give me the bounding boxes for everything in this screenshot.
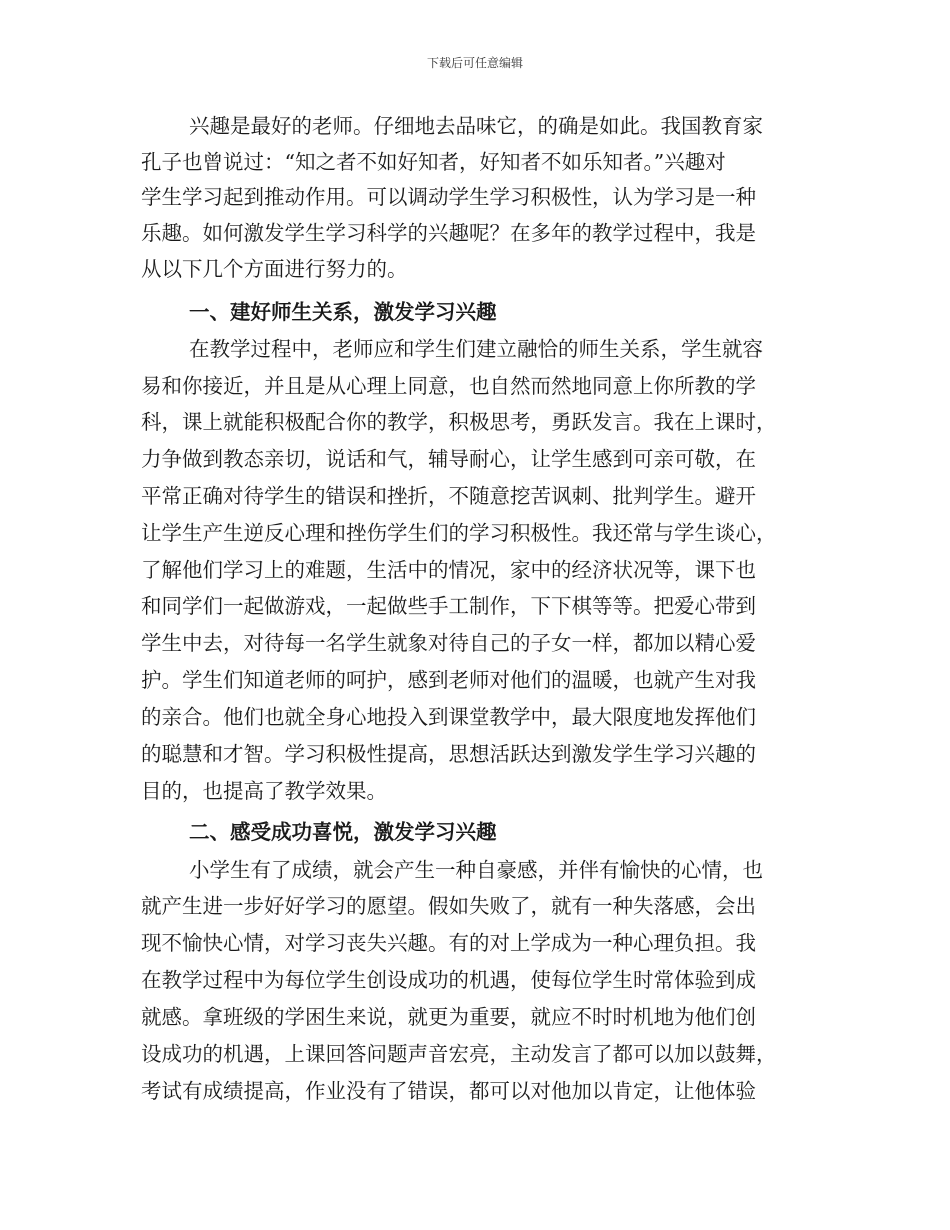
text-line: 在教学过程中，老师应和学生们建立融恰的师生关系，学生就容 [189, 337, 763, 361]
text-line: 的亲合。他们也就全身心地投入到课堂教学中，最大限度地发挥他们 [141, 705, 756, 729]
text-line: 护。学生们知道老师的呵护，感到老师对他们的温暖，也就产生对我 [141, 668, 756, 692]
text-line: 平常正确对待学生的错误和挫折，不随意挖苦讽刺、批判学生。避开 [141, 484, 756, 508]
text-line: 兴趣是最好的老师。仔细地去品味它，的确是如此。我国教育家 [189, 114, 763, 138]
text-line: 考试有成绩提高，作业没有了错误，都可以对他加以肯定，让他体验 [141, 1079, 756, 1103]
text-line: 设成功的机遇，上课回答问题声音宏亮，主动发言了都可以加以鼓舞， [141, 1042, 777, 1066]
section-heading: 一、建好师生关系，激发学习兴趣 [189, 300, 497, 324]
text-line: 孔子也曾说过：“知之者不如好知者，好知者不如乐知者。”兴趣对 [141, 150, 726, 174]
text-line: 了解他们学习上的难题，生活中的情况，家中的经济状况等，课下也 [141, 558, 756, 582]
text-line: 从以下几个方面进行努力的。 [141, 257, 408, 281]
text-line: 就产生进一步好好学习的愿望。假如失败了，就有一种失落感，会出 [141, 894, 756, 918]
section-heading: 二、感受成功喜悦，激发学习兴趣 [189, 820, 497, 844]
text-line: 的聪慧和才智。学习积极性提高，思想活跃达到激发学生学习兴趣的 [141, 742, 756, 766]
text-line: 学生学习起到推动作用。可以调动学生学习积极性，认为学习是一种 [141, 185, 756, 209]
text-line: 力争做到教态亲切，说话和气，辅导耐心，让学生感到可亲可敬，在 [141, 447, 756, 471]
text-line: 目的，也提高了教学效果。 [141, 779, 387, 803]
page-header: 下载后可任意编辑 [426, 56, 523, 70]
text-line: 现不愉快心情，对学习丧失兴趣。有的对上学成为一种心理负担。我 [141, 931, 756, 955]
text-line: 易和你接近，并且是从心理上同意，也自然而然地同意上你所教的学 [141, 374, 756, 398]
text-line: 和同学们一起做游戏，一起做些手工制作，下下棋等等。把爱心带到 [141, 594, 756, 618]
text-line: 学生中去，对待每一名学生就象对待自己的子女一样，都加以精心爱 [141, 631, 756, 655]
text-line: 科，课上就能积极配合你的教学，积极思考，勇跃发言。我在上课时， [141, 410, 777, 434]
text-line: 就感。拿班级的学困生来说，就更为重要，就应不时时机地为他们创 [141, 1005, 756, 1029]
text-line: 小学生有了成绩，就会产生一种自豪感，并伴有愉快的心情，也 [189, 858, 763, 882]
text-line: 乐趣。如何激发学生学习科学的兴趣呢？在多年的教学过程中，我是 [141, 221, 756, 245]
text-line: 让学生产生逆反心理和挫伤学生们的学习积极性。我还常与学生谈心， [141, 521, 777, 545]
text-line: 在教学过程中为每位学生创设成功的机遇，使每位学生时常体验到成 [141, 968, 756, 992]
